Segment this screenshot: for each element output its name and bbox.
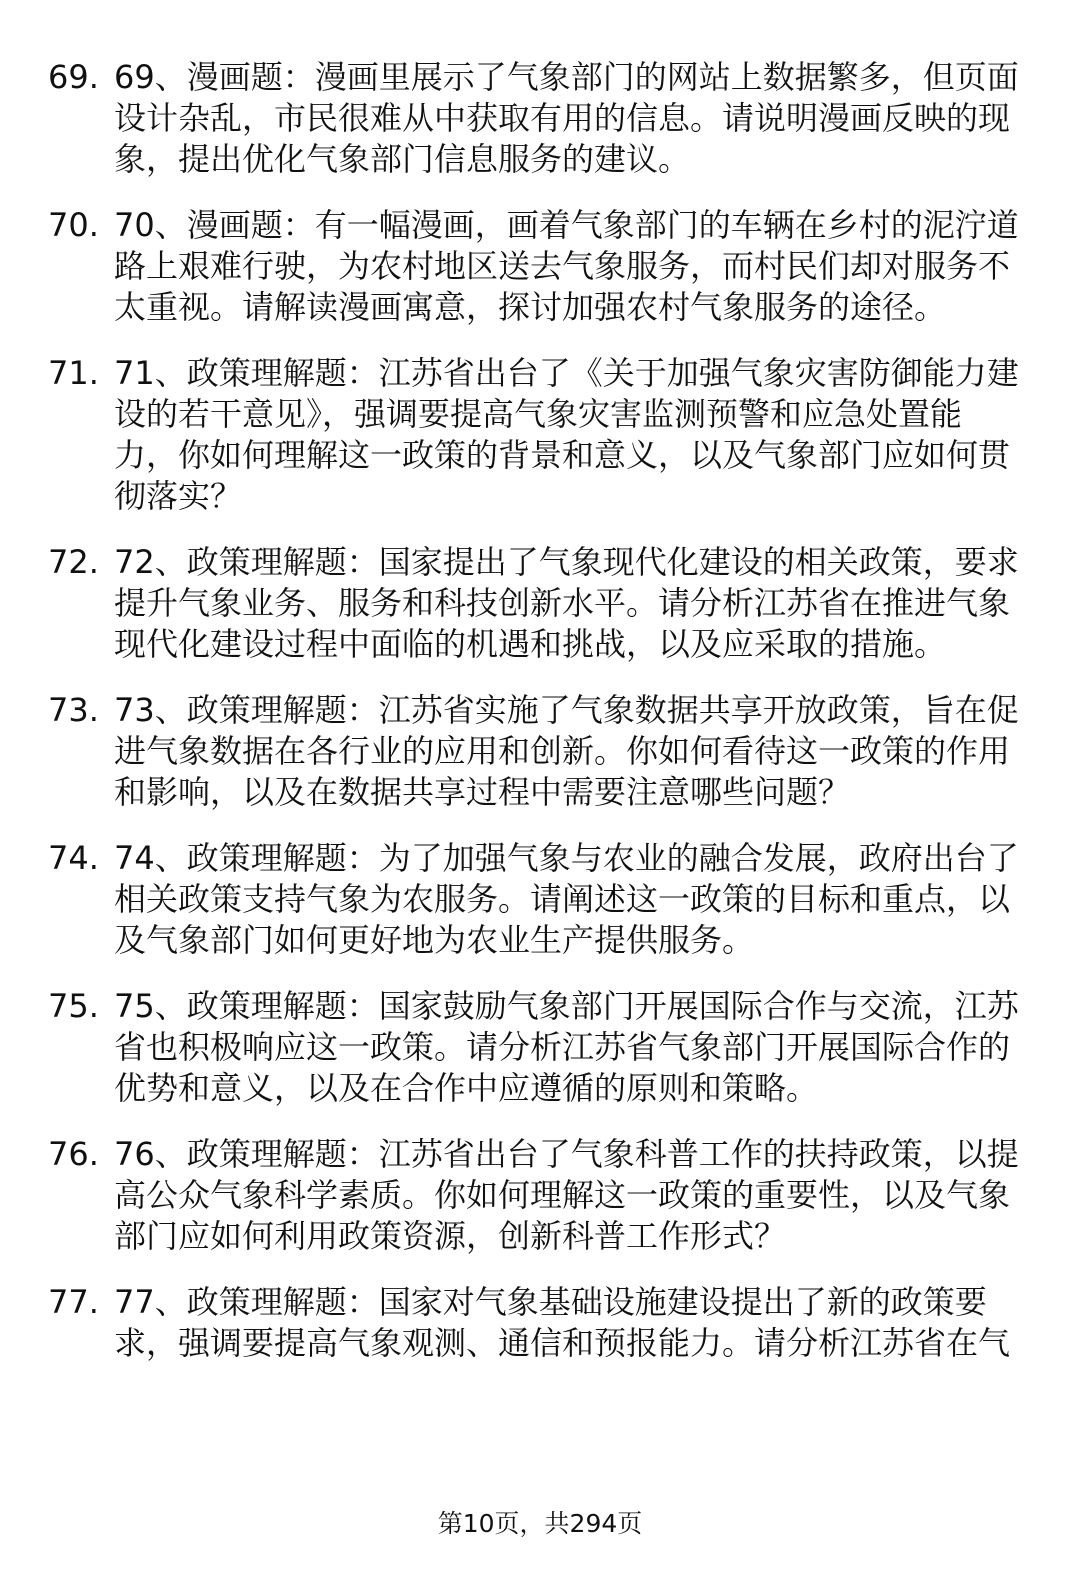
question-number: 69. xyxy=(48,58,99,96)
question-item xyxy=(0,353,1080,517)
question-number: 75. xyxy=(48,987,99,1025)
question-text: 71、政策理解题：江苏省出台了《关于加强气象灾害防御能力建 设的若干意见》，强调要提高气象灾害监测预警和应急处置能 力，你如何理解这一政策的背景和意义，以及气象部门应如何贯 彻落实？ xyxy=(114,354,1019,515)
question-number: 74. xyxy=(48,839,99,877)
question-item xyxy=(0,838,1080,961)
question-text: 75、政策理解题：国家鼓励气象部门开展国际合作与交流，江苏 省也积极响应这一政策。请分析江苏省气象部门开展国际合作的 优势和意义，以及在合作中应遵循的原则和策略。 xyxy=(114,987,1019,1107)
question-list xyxy=(0,57,1080,1389)
question-text: 73、政策理解题：江苏省实施了气象数据共享开放政策，旨在促 进气象数据在各行业的应用和创新。你如何看待这一政策的作用 和影响，以及在数据共享过程中需要注意哪些问题？ xyxy=(114,691,1019,811)
question-number: 71. xyxy=(48,354,99,392)
question-item xyxy=(0,57,1080,180)
question-number: 72. xyxy=(48,543,99,581)
question-number: 73. xyxy=(48,691,99,729)
question-item xyxy=(0,542,1080,665)
page-footer: 第10页，共294页 xyxy=(437,1509,643,1538)
question-text: 70、漫画题：有一幅漫画，画着气象部门的车辆在乡村的泥泞道 路上艰难行驶，为农村地区送去气象服务，而村民们却对服务不 太重视。请解读漫画寓意，探讨加强农村气象服务的途径。 xyxy=(114,206,1019,326)
question-number: 76. xyxy=(48,1135,99,1173)
question-text: 74、政策理解题：为了加强气象与农业的融合发展，政府出台了 相关政策支持气象为农服务。请阐述这一政策的目标和重点，以 及气象部门如何更好地为农业生产提供服务。 xyxy=(114,839,1019,959)
question-item xyxy=(0,205,1080,328)
question-item xyxy=(0,1282,1080,1364)
question-item xyxy=(0,986,1080,1109)
question-text: 69、漫画题：漫画里展示了气象部门的网站上数据繁多，但页面 设计杂乱，市民很难从中获取有用的信息。请说明漫画反映的现 象，提出优化气象部门信息服务的建议。 xyxy=(114,58,1019,178)
question-number: 77. xyxy=(48,1283,99,1321)
question-text: 72、政策理解题：国家提出了气象现代化建设的相关政策，要求 提升气象业务、服务和科技创新水平。请分析江苏省在推进气象 现代化建设过程中面临的机遇和挑战，以及应采取的措施。 xyxy=(114,543,1019,663)
question-number: 70. xyxy=(48,206,99,244)
question-text: 77、政策理解题：国家对气象基础设施建设提出了新的政策要 求，强调要提高气象观测、通信和预报能力。请分析江苏省在气 xyxy=(114,1283,1011,1362)
question-item xyxy=(0,690,1080,813)
question-text: 76、政策理解题：江苏省出台了气象科普工作的扶持政策，以提 高公众气象科学素质。你如何理解这一政策的重要性，以及气象 部门应如何利用政策资源，创新科普工作形式？ xyxy=(114,1135,1019,1255)
question-item xyxy=(0,1134,1080,1257)
